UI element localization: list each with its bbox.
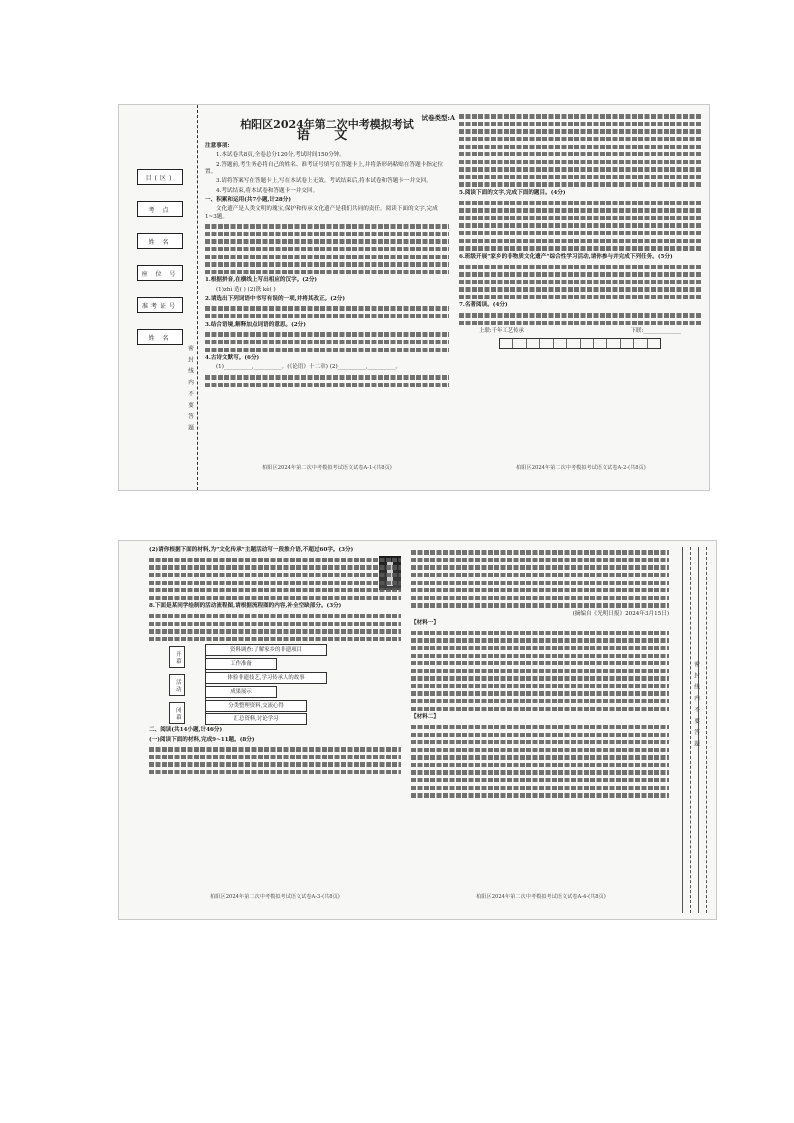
body-text-line [149, 747, 401, 751]
body-text-line [459, 231, 701, 235]
notice-item: 1.本试卷共8页,全卷总分120分,考试时间150分钟。 [216, 152, 345, 159]
answer-grid[interactable] [499, 338, 661, 349]
body-text-line [459, 223, 701, 227]
binding-spine [676, 541, 716, 919]
question-text: 5.阅读下面的文字,完成下面的题目。(4分) [459, 189, 566, 196]
binding-field-exam-site[interactable] [137, 201, 183, 217]
body-text-line [459, 167, 701, 171]
grid-cell[interactable] [540, 339, 553, 348]
body-text-line [459, 239, 701, 243]
body-text-line [411, 763, 669, 767]
spine-line [706, 547, 707, 913]
body-text-line [205, 255, 449, 259]
body-text-line [459, 272, 701, 276]
body-text-line [205, 383, 449, 387]
body-text-line [411, 661, 669, 665]
page-2 [459, 111, 701, 476]
body-text-line [411, 676, 669, 680]
body-text-line [459, 265, 701, 269]
body-text-line [205, 348, 449, 352]
grid-cell[interactable] [500, 339, 513, 348]
body-text-line [411, 631, 669, 635]
body-text-line [411, 770, 669, 774]
body-text-line [149, 573, 401, 577]
flow-step: 成果展示 [205, 686, 277, 698]
body-text-line [459, 216, 701, 220]
body-text-line [411, 778, 669, 782]
body-text-line [411, 654, 669, 658]
flow-stage-start: 开 幕 [169, 646, 185, 668]
flow-step: 汇总资料,讨论学习 [205, 713, 307, 725]
body-text-line [459, 175, 701, 179]
body-text-line [205, 270, 449, 274]
question-text: (2)请你根据下面的材料,为“文化传承”主题活动写一段推介语,不超过60字。(3分) [149, 547, 354, 553]
binding-strip [119, 105, 198, 490]
exam-sheet-bottom [118, 540, 717, 920]
body-text-line [411, 550, 669, 554]
binding-field-label: 准考证号 [141, 302, 178, 310]
page-3 [149, 547, 401, 905]
question-text: (1)zhì 造( ) (2)镌 kè( ) [216, 286, 276, 293]
page-footer: 柏阳区2024年第二次中考模拟考试语文试卷A-3-(共8页) [210, 894, 340, 901]
material-heading: 【材料一】 [411, 620, 439, 626]
binding-field-label: 座 位 号 [141, 270, 179, 278]
question-text: (一)阅读下面的材料,完成9~11题。(8分) [149, 736, 255, 743]
body-text-line [411, 699, 669, 703]
question-text: 4.古诗文默写。(6分) [205, 355, 260, 362]
body-text-line [411, 588, 669, 592]
flow-step: 资料调查:了解家乡的非遗项目 [205, 644, 327, 656]
binding-field-ticket[interactable] [137, 297, 183, 313]
body-text-line [205, 306, 449, 310]
body-text-line [411, 725, 669, 729]
grid-cell[interactable] [594, 339, 607, 348]
body-text-line [459, 182, 701, 186]
flowchart [155, 644, 401, 724]
section-heading: 一、积累和运用(共7小题,计28分) [205, 196, 292, 203]
body-text-line [459, 122, 701, 126]
body-text-line [459, 114, 701, 118]
question-text: 8.下面是某同学绘制的活动流程图,请根据流程图的内容,补全空缺部分。(3分) [149, 603, 342, 610]
binding-field-district[interactable] [137, 169, 183, 185]
grid-cell[interactable] [567, 339, 580, 348]
question-text: 文化遗产是人类文明的瑰宝,保护和传承文化遗产是我们共同的责任。阅读下面的文字,完成1~3题。 [205, 205, 438, 220]
notice-item: 2.答题前,考生务必将自己的姓名、准考证号填写在答题卡上,并将条形码粘贴在答题卡指定位置。 [205, 161, 444, 176]
binding-field-label: 姓 名 [148, 334, 172, 342]
grid-cell[interactable] [513, 339, 526, 348]
body-text-line [411, 603, 669, 607]
page-footer: 柏阳区2024年第二次中考模拟考试语文试卷A-2-(共8页) [516, 465, 646, 472]
body-text-line [411, 793, 669, 797]
binding-note: 密 封 线 内 不 要 答 题 [187, 345, 193, 433]
body-text-line [411, 755, 669, 759]
body-text-line [411, 581, 669, 585]
body-text-line [411, 573, 669, 577]
flow-stage-end: 闭 幕 [169, 702, 185, 724]
page-1 [205, 111, 455, 476]
body-text-line [205, 332, 449, 336]
body-text-line [149, 762, 401, 766]
body-text-line [149, 588, 401, 592]
body-text-line [411, 596, 669, 600]
exam-sheet-top [118, 104, 710, 491]
binding-field-name-a[interactable] [137, 233, 183, 249]
body-text-line [411, 558, 669, 562]
body-text-line [411, 669, 669, 673]
body-text-line [149, 755, 401, 759]
body-text-line [205, 262, 449, 266]
body-text-line [459, 321, 701, 325]
grid-cell[interactable] [607, 339, 620, 348]
body-text-line [205, 340, 449, 344]
body-text-line [411, 638, 669, 642]
grid-cell[interactable] [648, 339, 660, 348]
body-text-line [459, 208, 701, 212]
body-text-line [149, 558, 401, 562]
flow-step: 工作准备 [205, 658, 277, 670]
question-text: 6.班级开展“家乡的非物质文化遗产”综合性学习活动,请你参与并完成下列任务。(5分) [459, 253, 673, 260]
body-text-line [411, 684, 669, 688]
notice-header: 注意事项: [205, 143, 230, 150]
body-text-line [149, 581, 401, 585]
couplet-upper: 上联:千年工艺传承 [479, 328, 524, 335]
binding-field-name-b[interactable] [137, 329, 183, 345]
body-text-line [411, 646, 669, 650]
exam-subject: 语 文 [296, 127, 358, 143]
body-text-line [149, 637, 401, 641]
body-text-line [205, 224, 449, 228]
flow-step: 体验非遗技艺,学习传承人的故事 [205, 672, 327, 684]
body-text-line [459, 287, 701, 291]
binding-field-label: 考 点 [148, 206, 172, 214]
body-text-line [459, 201, 701, 205]
body-text-line [149, 614, 401, 618]
exam-title: 柏阳区2024年第二次中考模拟考试 [240, 118, 414, 131]
grid-cell[interactable] [554, 339, 567, 348]
body-text-line [149, 629, 401, 633]
body-text-line [411, 565, 669, 569]
notice-item: 4.考试结束,将本试卷和答题卡一并交回。 [216, 187, 319, 194]
body-text-line [459, 145, 701, 149]
grid-cell[interactable] [527, 339, 540, 348]
page-4 [411, 547, 669, 905]
body-text-line [459, 160, 701, 164]
question-text: 2.请选出下列词语中书写有误的一项,并将其改正。(2分) [205, 295, 346, 302]
body-text-line [149, 596, 401, 600]
spine-line [682, 547, 683, 913]
body-text-line [411, 733, 669, 737]
flow-step: 分类整理资料,交流心得 [205, 700, 307, 712]
body-text-line [149, 565, 401, 569]
body-text-line [411, 707, 669, 711]
body-text-line [149, 622, 401, 626]
body-text-line [205, 247, 449, 251]
body-text-line [459, 313, 701, 317]
question-text: (1)__________,__________。(《论语》十二章) (2)__________,__________。 [216, 364, 401, 371]
flow-stage-activity: 活 动 [169, 674, 185, 696]
body-text-line [459, 137, 701, 141]
binding-field-label: 目(区) [145, 174, 175, 182]
body-text-line [205, 232, 449, 236]
notice-item: 3.请将答案写在答题卡上,写在本试卷上无效。考试结束后,将本试卷和答题卡一并交回。 [216, 178, 432, 185]
body-text-line [459, 246, 701, 250]
body-text-line [459, 129, 701, 133]
body-text-line [205, 314, 449, 318]
question-text: 7.名著阅读。(4分) [459, 302, 508, 309]
body-text-line [459, 295, 701, 299]
grid-cell[interactable] [634, 339, 647, 348]
body-text-line [459, 152, 701, 156]
body-text-line [411, 786, 669, 790]
binding-field-label: 姓 名 [148, 238, 172, 246]
body-text-line [205, 375, 449, 379]
couplet-lower: 下联:______________ [630, 328, 681, 335]
source-note: (摘编自《光明日报》2024年3月15日) [572, 610, 669, 617]
question-text: 3.结合语境,解释加点词语的意思。(2分) [205, 321, 306, 328]
page-footer: 柏阳区2024年第二次中考模拟考试语文试卷A-4-(共8页) [476, 894, 606, 901]
binding-field-seat[interactable] [137, 265, 183, 281]
body-text-line [149, 770, 401, 774]
section-heading: 二、阅读(共14小题,计46分) [149, 727, 223, 734]
exam-type-label: 试卷类型:A [421, 114, 455, 122]
material-heading: 【材料二】 [411, 714, 439, 721]
spine-line [690, 547, 691, 913]
body-text-line [411, 691, 669, 695]
page-footer: 柏阳区2024年第二次中考模拟考试语文试卷A-1-(共8页) [262, 465, 392, 472]
question-text: 1.根据拼音,在横线上写出相应的汉字。(2分) [205, 277, 318, 284]
body-text-line [459, 280, 701, 284]
body-text-line [411, 740, 669, 744]
grid-cell[interactable] [581, 339, 594, 348]
body-text-line [411, 748, 669, 752]
flow-connector [183, 649, 206, 717]
body-text-line [205, 239, 449, 243]
binding-note: 密 封 线 内 不 要 答 题 [693, 661, 699, 749]
grid-cell[interactable] [621, 339, 634, 348]
